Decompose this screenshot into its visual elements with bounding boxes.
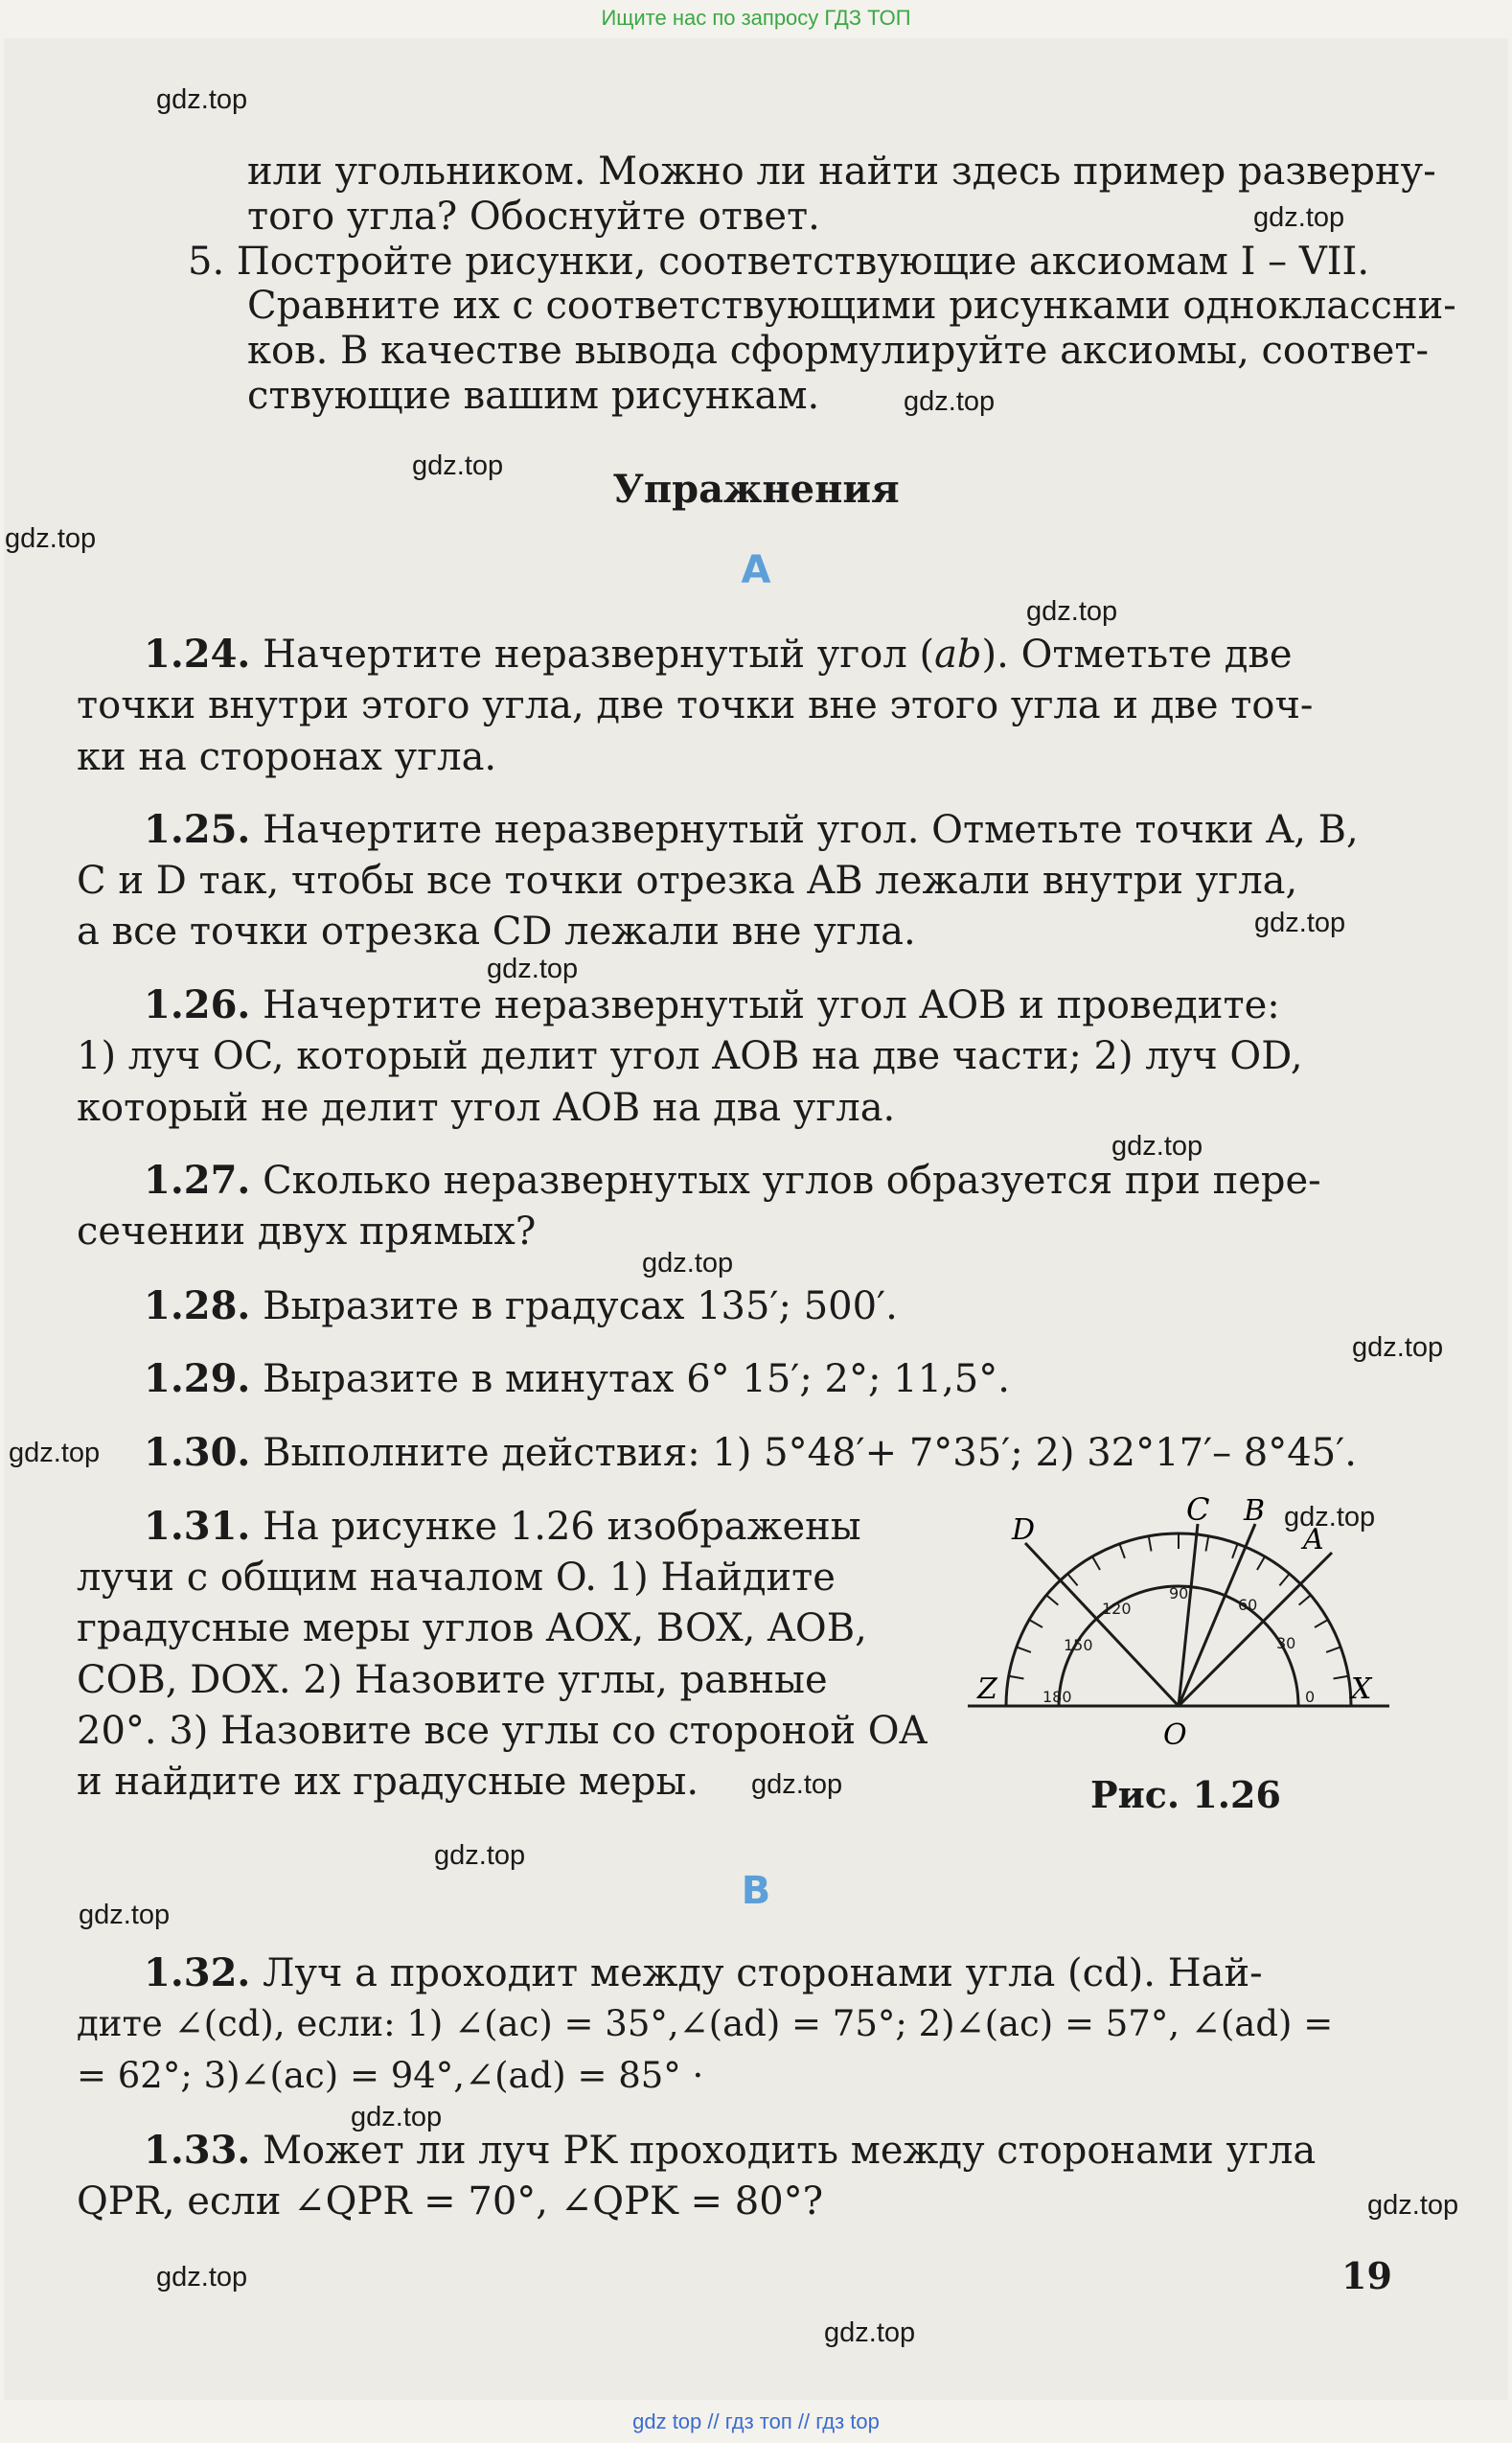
watermark: gdz.top bbox=[1284, 1502, 1376, 1533]
exercise-number: 1.25. bbox=[144, 807, 251, 852]
exercise-text: QPR, если ∠QPR = 70°, ∠QPK = 80°? bbox=[77, 2179, 824, 2224]
watermark: gdz.top bbox=[9, 1438, 101, 1468]
exercise-text: Выразите в градусах 135′; 500′. bbox=[263, 1284, 898, 1328]
exercise-text: точки внутри этого угла, две точки вне этого угла и две точ- bbox=[77, 683, 1314, 727]
exercise-text: Сколько неразвернутых углов образуется при пере- bbox=[263, 1159, 1321, 1203]
ray-ob bbox=[1179, 1524, 1258, 1706]
watermark: gdz.top bbox=[5, 523, 97, 554]
watermark: gdz.top bbox=[351, 2102, 443, 2132]
label-o: O bbox=[1163, 1718, 1187, 1752]
ray-od bbox=[1025, 1543, 1179, 1706]
label-b: B bbox=[1244, 1494, 1266, 1528]
exercise-text: ab bbox=[934, 633, 982, 677]
exercise-number: 1.28. bbox=[144, 1283, 251, 1328]
exercise-1-31 bbox=[144, 1502, 861, 1552]
exercise-text: а все точки отрезка CD лежали вне угла. bbox=[77, 910, 916, 954]
text-line: ствующие вашим рисункам. bbox=[247, 374, 820, 418]
bottom-banner: gdz top // гдз топ // гдз top bbox=[632, 2409, 880, 2433]
level-a-heading: А bbox=[741, 548, 771, 592]
watermark: gdz.top bbox=[904, 386, 996, 417]
protractor-tick bbox=[1046, 1595, 1058, 1604]
top-banner: Ищите нас по запросу ГДЗ ТОП bbox=[601, 6, 911, 30]
exercise-1-25 bbox=[144, 805, 1359, 855]
protractor-tick bbox=[1029, 1620, 1042, 1627]
exercise-text: Выразите в минутах 6° 15′; 2°; 11,5°. bbox=[263, 1357, 1010, 1401]
exercise-text: = 62°; 3)∠(ac) = 94°,∠(ad) = 85° · bbox=[77, 2055, 704, 2096]
protractor-figure bbox=[968, 1486, 1389, 1773]
section-title: Упражнения bbox=[612, 467, 900, 512]
exercise-number: 1.29. bbox=[144, 1356, 251, 1401]
tick-label: 150 bbox=[1064, 1636, 1093, 1654]
exercise-1-24 bbox=[144, 630, 1293, 680]
text-line: ков. В качестве вывода сформулируйте аксиомы, соответ- bbox=[247, 329, 1430, 373]
exercise-number: 1.31. bbox=[144, 1504, 251, 1549]
label-a: A bbox=[1303, 1523, 1324, 1556]
protractor-tick bbox=[1315, 1620, 1328, 1627]
exercise-1-32 bbox=[144, 1948, 1263, 1998]
exercise-text: Начертите неразвернутый угол. Отметьте точки A, B, bbox=[263, 808, 1359, 852]
watermark: gdz.top bbox=[1367, 2190, 1459, 2221]
exercise-number: 1.27. bbox=[144, 1158, 251, 1203]
watermark: gdz.top bbox=[412, 450, 504, 481]
watermark: gdz.top bbox=[1352, 1332, 1444, 1363]
protractor-inner-arc bbox=[1059, 1586, 1298, 1706]
protractor-tick bbox=[1279, 1574, 1289, 1585]
exercise-number: 1.32. bbox=[144, 1950, 251, 1995]
exercise-text: лучи с общим началом O. 1) Найдите bbox=[77, 1556, 836, 1600]
exercise-1-27 bbox=[144, 1156, 1321, 1206]
exercise-text: 1) луч OC, который делит угол AOB на две части; 2) луч OD, bbox=[77, 1034, 1303, 1078]
exercise-text: градусные меры углов AOX, BOX, AOB, bbox=[77, 1606, 867, 1650]
protractor-outer-arc bbox=[1006, 1533, 1351, 1706]
protractor-tick bbox=[1017, 1647, 1031, 1651]
page-number: 19 bbox=[1341, 2254, 1392, 2297]
exercise-text: Начертите неразвернутый угол ( bbox=[263, 633, 935, 677]
exercise-text: Луч a проходит между сторонами угла (cd). Най- bbox=[263, 1951, 1263, 1995]
exercise-text: ки на сторонах угла. bbox=[77, 735, 497, 779]
protractor-tick bbox=[1257, 1556, 1265, 1570]
watermark: gdz.top bbox=[824, 2317, 916, 2348]
tick-label: 180 bbox=[1042, 1688, 1072, 1706]
protractor-tick bbox=[1067, 1574, 1077, 1585]
exercise-text: Выполните действия: 1) 5°48′+ 7°35′; 2) 32°17′– 8°45′. bbox=[263, 1431, 1357, 1475]
level-b-heading: В bbox=[741, 1869, 771, 1913]
exercise-text: и найдите их градусные меры. bbox=[77, 1760, 699, 1804]
exercise-text: ). Отметьте две bbox=[981, 633, 1293, 677]
watermark: gdz.top bbox=[1254, 908, 1346, 938]
protractor-tick bbox=[1119, 1544, 1124, 1558]
exercise-text: 20°. 3) Назовите все углы со стороной OA bbox=[77, 1709, 928, 1753]
exercise-1-33 bbox=[144, 2126, 1316, 2176]
exercise-1-29 bbox=[144, 1354, 1010, 1404]
exercise-text: сечении двух прямых? bbox=[77, 1210, 537, 1254]
watermark: gdz.top bbox=[751, 1769, 843, 1800]
text-line: или угольником. Можно ли найти здесь пример разверну- bbox=[247, 150, 1436, 194]
watermark: gdz.top bbox=[487, 954, 579, 984]
exercise-1-30 bbox=[144, 1428, 1357, 1478]
protractor-tick bbox=[1299, 1595, 1311, 1604]
exercise-text: дите ∠(cd), если: 1) ∠(ac) = 35°,∠(ad) = 75°; 2)∠(ac) = 57°, ∠(ad) = bbox=[77, 2003, 1334, 2044]
protractor-tick bbox=[1205, 1536, 1208, 1552]
exercise-number: 1.26. bbox=[144, 982, 251, 1027]
tick-label: 0 bbox=[1305, 1688, 1316, 1706]
label-d: D bbox=[1012, 1513, 1036, 1547]
exercise-number: 1.24. bbox=[144, 632, 251, 677]
watermark: gdz.top bbox=[642, 1248, 734, 1279]
exercise-text: Начертите неразвернутый угол AOB и проведите: bbox=[263, 983, 1280, 1027]
watermark: gdz.top bbox=[156, 2262, 248, 2293]
watermark: gdz.top bbox=[434, 1840, 526, 1871]
tick-label: 120 bbox=[1102, 1600, 1132, 1618]
protractor-tick bbox=[1149, 1536, 1152, 1552]
protractor-ticks bbox=[1006, 1533, 1351, 1706]
protractor-tick bbox=[1232, 1544, 1237, 1558]
protractor-tick bbox=[1092, 1556, 1100, 1570]
protractor-tick bbox=[1009, 1676, 1024, 1679]
exercise-1-28 bbox=[144, 1281, 898, 1331]
exercise-number: 1.30. bbox=[144, 1430, 251, 1475]
watermark: gdz.top bbox=[1026, 596, 1118, 627]
watermark: gdz.top bbox=[79, 1900, 171, 1930]
watermark: gdz.top bbox=[1111, 1131, 1203, 1162]
tick-label: 30 bbox=[1276, 1634, 1296, 1652]
figure-caption: Рис. 1.26 bbox=[1090, 1773, 1281, 1816]
label-x: X bbox=[1351, 1672, 1372, 1706]
watermark: gdz.top bbox=[1253, 202, 1345, 233]
text-line: того угла? Обоснуйте ответ. bbox=[247, 195, 820, 239]
protractor-tick bbox=[1334, 1676, 1349, 1679]
label-z: Z bbox=[977, 1672, 997, 1706]
text-line: 5. Постройте рисунки, соответствующие аксиомам I – VII. bbox=[188, 240, 1370, 284]
exercise-number: 1.33. bbox=[144, 2128, 251, 2173]
exercise-text: который не делит угол AOB на два угла. bbox=[77, 1086, 896, 1130]
ray-oc bbox=[1179, 1524, 1198, 1706]
watermark: gdz.top bbox=[156, 84, 248, 115]
exercise-text: На рисунке 1.26 изображены bbox=[263, 1505, 861, 1549]
exercise-1-26 bbox=[144, 980, 1280, 1030]
protractor-tick bbox=[1326, 1647, 1340, 1651]
tick-label: 60 bbox=[1238, 1596, 1258, 1614]
tick-label: 90 bbox=[1169, 1584, 1189, 1602]
exercise-text: Может ли луч PK проходить между сторонами угла bbox=[263, 2129, 1317, 2173]
exercise-text: COB, DOX. 2) Назовите углы, равные bbox=[77, 1658, 828, 1702]
text-line: Сравните их с соответствующими рисунками одноклассни- bbox=[247, 284, 1456, 328]
exercise-text: C и D так, чтобы все точки отрезка AB лежали внутри угла, bbox=[77, 859, 1298, 903]
ray-oa bbox=[1179, 1553, 1332, 1706]
label-c: C bbox=[1186, 1491, 1210, 1528]
